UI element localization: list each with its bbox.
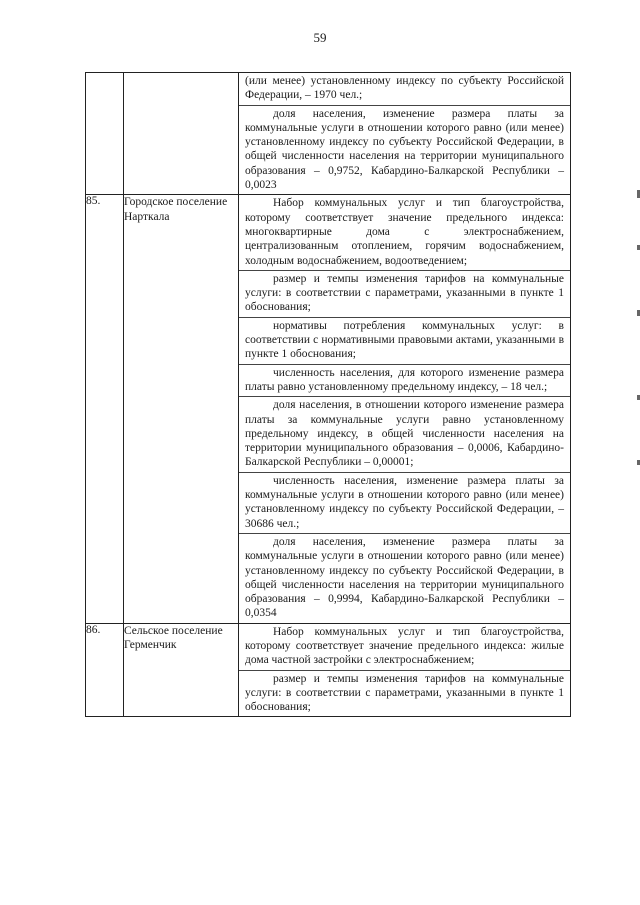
page-number: 59 bbox=[313, 30, 327, 45]
paragraph: доля населения, в отношении которого изменение размера платы за коммунальные услуги равно установленному предельному индексу, в общей численности населения на территории муниципального образования – 0,0006, Кабардино-Балкарской Республики – 0,00001; bbox=[239, 397, 570, 472]
municipality-name: Городское поселение Нарткала bbox=[124, 195, 239, 623]
table-row bbox=[86, 195, 571, 623]
municipality-name: Сельское поселение Герменчик bbox=[124, 623, 239, 717]
description-cell bbox=[239, 195, 571, 623]
paragraph: размер и темпы изменения тарифов на коммунальные услуги: в соответствии с параметрами, указанными в пункте 1 обоснования; bbox=[245, 672, 564, 714]
table-row bbox=[86, 73, 571, 195]
paragraph: доля населения, изменение размера платы за коммунальные услуги в отношении которого равно (или менее) установленному индексу по субъекту Российской Федерации, в общей численности населения на территории муниципального образования – 0,9752, Кабардино-Балкарской Республики – 0,0023 bbox=[245, 107, 564, 192]
table-row bbox=[86, 623, 571, 717]
paragraph: численность населения, изменение размера платы за коммунальные услуги в отношении которого равно (или менее) установленному индексу по субъекту Российской Федерации, – 30686 чел.; bbox=[239, 473, 570, 534]
paragraph: численность населения, для которого изменение размера платы равно установленному предельному индексу, – 18 чел.; bbox=[239, 365, 570, 398]
description-cell bbox=[239, 623, 571, 717]
municipality-name bbox=[124, 73, 239, 195]
paragraph: нормативы потребления коммунальных услуг: в соответствии с нормативными правовыми актами, указанными в пункте 1 обоснования; bbox=[239, 318, 570, 365]
paragraph: доля населения, изменение размера платы за коммунальные услуги в отношении которого равно (или менее) установленному индексу по субъекту Российской Федерации, в общей численности населения на территории муниципального образования – 0,9994, Кабардино-Балкарской Республики – 0,0354 bbox=[245, 535, 564, 620]
row-number bbox=[86, 73, 124, 195]
description-cell bbox=[239, 73, 571, 195]
paragraph: (или менее) установленному индексу по субъекту Российской Федерации, – 1970 чел.; bbox=[239, 73, 570, 106]
document-table bbox=[85, 72, 571, 717]
row-number: 86. bbox=[86, 623, 124, 717]
row-number: 85. bbox=[86, 195, 124, 623]
paragraph: размер и темпы изменения тарифов на коммунальные услуги: в соответствии с параметрами, указанными в пункте 1 обоснования; bbox=[239, 271, 570, 318]
paragraph: Набор коммунальных услуг и тип благоустройства, которому соответствует значение предельного индекса: многоквартирные дома с электроснабжением, централизованным отоплением, горячим водоснабжением, холодным водоснабжением, водоотведением; bbox=[239, 195, 570, 270]
paragraph: Набор коммунальных услуг и тип благоустройства, которому соответствует значение предельного индекса: жилые дома частной застройки с электроснабжением; bbox=[239, 624, 570, 671]
